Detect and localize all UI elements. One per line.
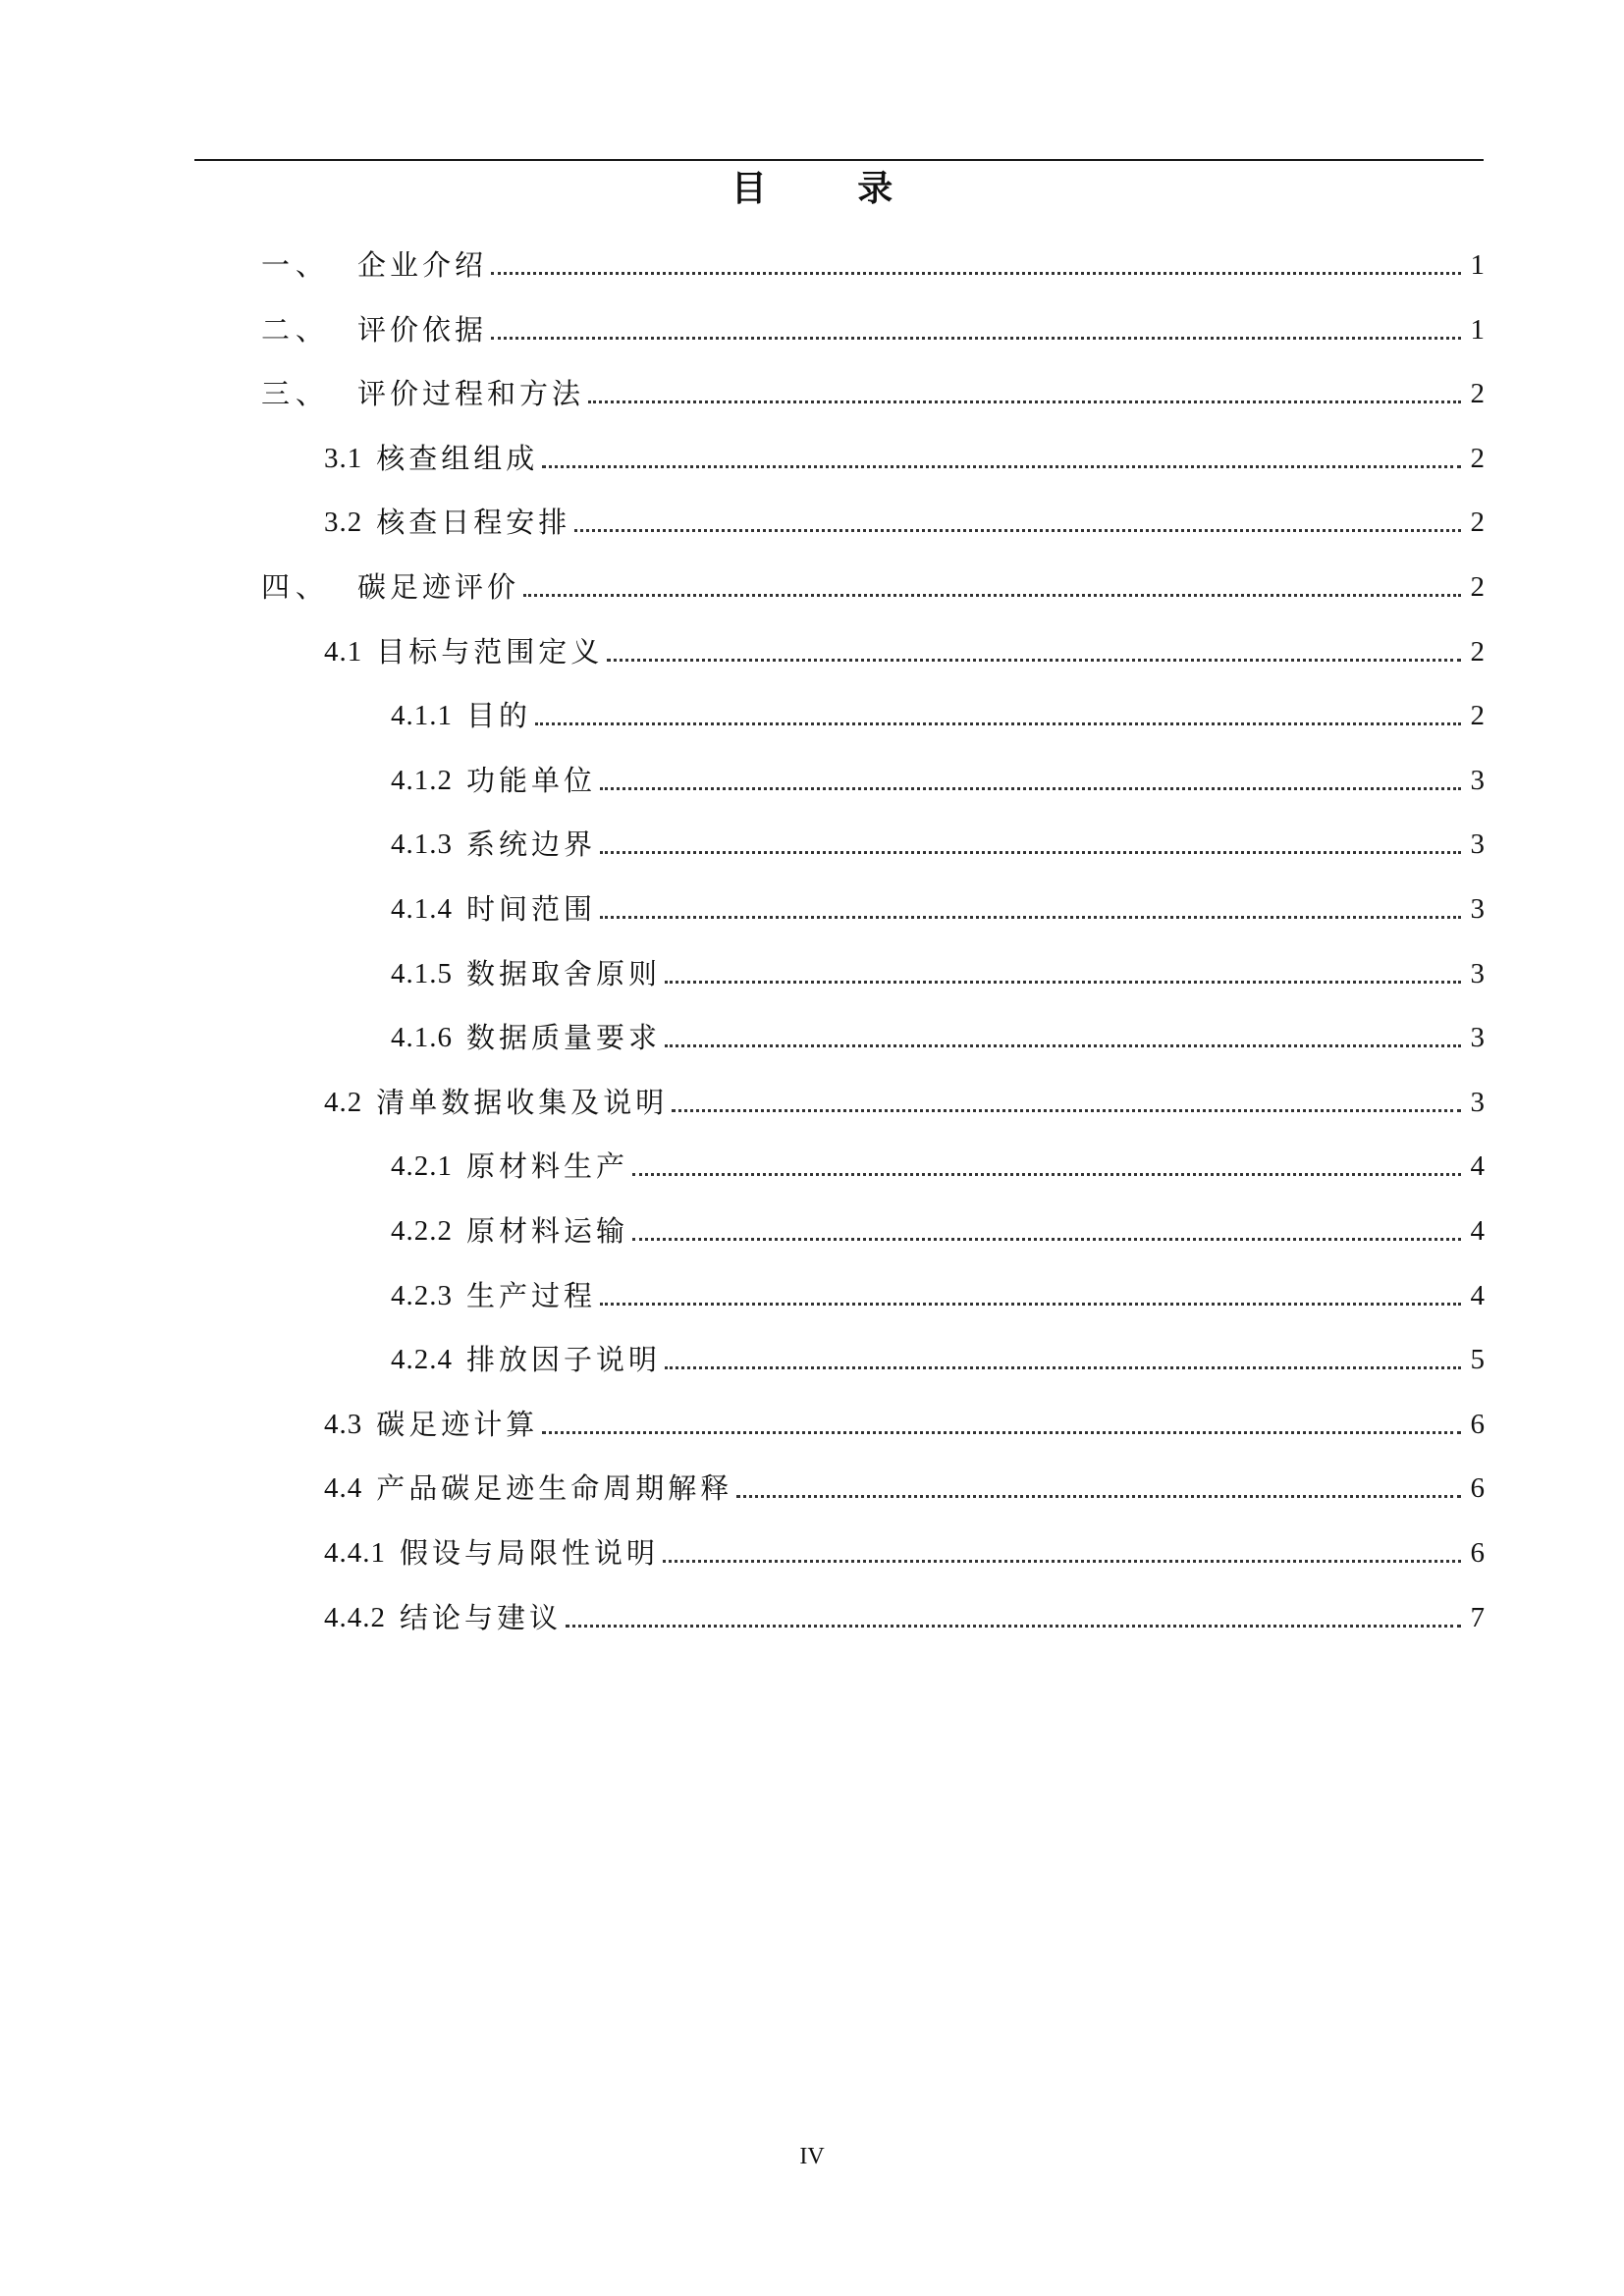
toc-entry-number: 4.1.5 [391,958,453,989]
toc-entry-number: 4.1 [324,636,363,667]
toc-dot-leader [736,1495,1461,1498]
toc-entry-page: 2 [1470,378,1485,409]
toc-entry[interactable] [391,1270,1485,1313]
toc-entry-number: 4.4.1 [324,1537,386,1569]
toc-entry-label: 清单数据收集及说明 [376,1086,669,1119]
toc-entry[interactable] [261,368,1485,411]
toc-entry-number: 一、 [261,248,331,282]
toc-entry-page: 4 [1470,1280,1485,1311]
toc-dot-leader [588,400,1461,403]
toc-entry-number: 4.4 [324,1472,363,1504]
toc-entry-page: 5 [1470,1344,1485,1375]
toc-entry-number: 4.3 [324,1409,363,1440]
toc-entry-number: 4.4.2 [324,1602,386,1633]
toc-entry-page: 3 [1470,893,1485,925]
header-rule [194,159,1484,161]
toc-entry-page: 6 [1470,1537,1485,1569]
toc-dot-leader [600,787,1461,790]
toc-entry[interactable] [324,1399,1485,1442]
toc-dot-leader [535,722,1461,725]
toc-entry-number: 4.2.3 [391,1280,453,1311]
toc-entry-page: 6 [1470,1409,1485,1440]
toc-entry-page: 3 [1470,958,1485,989]
toc-entry-label: 评价过程和方法 [357,377,585,410]
toc-dot-leader [600,916,1461,919]
toc-entry[interactable] [324,1077,1485,1120]
toc-entry[interactable] [391,883,1485,927]
toc-entry[interactable] [261,240,1485,283]
toc-entry-page: 3 [1470,1087,1485,1118]
toc-entry[interactable] [324,497,1485,540]
toc-entry-label: 产品碳足迹生命周期解释 [376,1471,733,1505]
toc-entry[interactable] [391,755,1485,798]
toc-dot-leader [542,1431,1461,1434]
toc-entry[interactable] [324,626,1485,669]
toc-entry-label: 数据取舍原则 [466,957,662,990]
toc-entry-label: 功能单位 [466,764,597,797]
toc-entry[interactable] [391,1012,1485,1055]
toc-entry-number: 二、 [261,313,331,347]
toc-dot-leader [632,1173,1461,1176]
toc-dot-leader [600,1303,1461,1306]
toc-entry-page: 1 [1470,314,1485,346]
toc-entry-page: 4 [1470,1150,1485,1182]
toc-entry-page: 4 [1470,1215,1485,1247]
toc-entry[interactable] [391,1141,1485,1184]
toc-entry-page: 1 [1470,249,1485,281]
toc-entry-page: 7 [1470,1602,1485,1633]
toc-entry-page: 6 [1470,1472,1485,1504]
toc-entry[interactable] [391,1205,1485,1249]
toc-entry-number: 4.1.1 [391,700,453,731]
toc-dot-leader [566,1625,1461,1628]
toc-dot-leader [574,529,1461,532]
toc-entry[interactable] [261,304,1485,347]
toc-entry[interactable] [391,819,1485,862]
toc-entry-number: 4.1.4 [391,893,453,925]
toc-dot-leader [523,594,1461,597]
toc-dot-leader [491,337,1461,340]
toc-dot-leader [665,1366,1461,1369]
toc-entry-number: 4.2.4 [391,1344,453,1375]
toc-entry-number: 三、 [261,377,331,410]
page-number: IV [799,2144,825,2169]
toc-entry-number: 4.2.1 [391,1150,453,1182]
toc-entry-label: 原材料生产 [466,1149,629,1183]
toc-entry-number: 3.1 [324,443,363,474]
toc-entry[interactable] [324,1463,1485,1506]
toc-entry[interactable] [324,433,1485,476]
toc-entry-page: 2 [1470,443,1485,474]
toc-entry[interactable] [391,690,1485,733]
toc-entry-number: 4.1.2 [391,765,453,796]
toc-dot-leader [632,1238,1461,1241]
toc-entry-label: 核查日程安排 [376,506,571,539]
toc-entry-label: 目标与范围定义 [376,635,604,668]
toc-entry-label: 系统边界 [466,828,597,861]
toc-entry[interactable] [391,1334,1485,1377]
toc-dot-leader [491,272,1461,275]
toc-entry-label: 企业介绍 [357,248,488,282]
toc-dot-leader [665,981,1461,984]
toc-dot-leader [665,1044,1461,1047]
toc-dot-leader [663,1560,1461,1563]
toc-dot-leader [542,465,1461,468]
toc-entry-page: 3 [1470,1022,1485,1053]
toc-entry-label: 碳足迹评价 [357,570,520,604]
toc-dot-leader [672,1109,1461,1112]
toc-dot-leader [600,851,1461,854]
toc-entry-label: 时间范围 [466,892,597,926]
toc-entry-label: 排放因子说明 [466,1343,662,1376]
toc-entry-page: 2 [1470,636,1485,667]
toc-entry-page: 3 [1470,765,1485,796]
toc-entry-number: 四、 [261,570,331,604]
toc-entry-label: 评价依据 [357,313,488,347]
toc-entry-number: 4.2.2 [391,1215,453,1247]
page-title: 目 录 [731,169,933,209]
toc-entry-page: 3 [1470,828,1485,860]
toc-entry-number: 4.1.6 [391,1022,453,1053]
toc-entry-label: 数据质量要求 [466,1021,662,1054]
toc-entry[interactable] [391,948,1485,991]
toc-entry-label: 结论与建议 [400,1601,563,1634]
toc-entry-number: 3.2 [324,507,363,538]
toc-dot-leader [607,659,1461,662]
toc-entry-page: 2 [1470,571,1485,603]
toc-entry[interactable] [324,1592,1485,1635]
toc-entry-label: 碳足迹计算 [376,1408,539,1441]
toc-entry-label: 核查组组成 [376,442,539,475]
toc-entry-number: 4.1.3 [391,828,453,860]
toc-entry-page: 2 [1470,700,1485,731]
toc-entry-number: 4.2 [324,1087,363,1118]
toc-entry[interactable] [261,561,1485,605]
toc-entry[interactable] [324,1527,1485,1571]
toc-entry-label: 原材料运输 [466,1214,629,1248]
toc-entry-page: 2 [1470,507,1485,538]
toc-entry-label: 假设与局限性说明 [400,1536,660,1570]
toc-entry-label: 目的 [466,699,532,732]
toc-entry-label: 生产过程 [466,1279,597,1312]
